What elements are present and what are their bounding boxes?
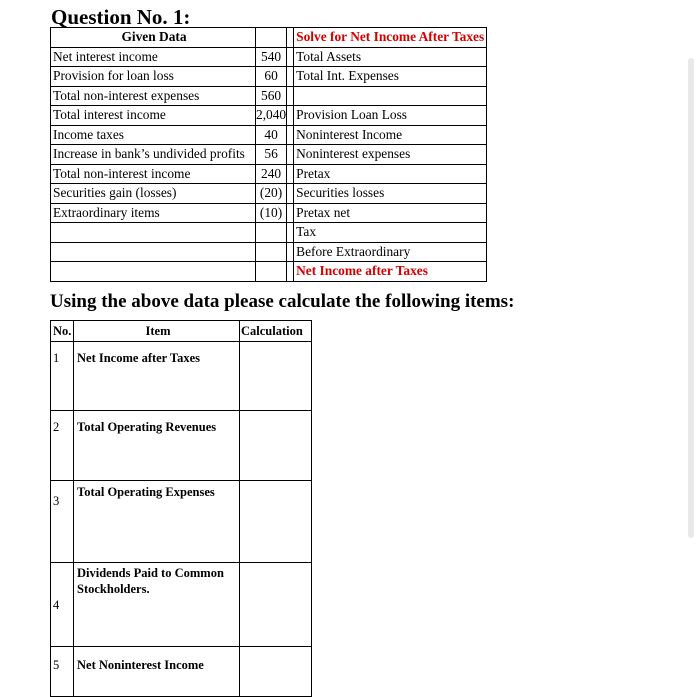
given-value: 56 bbox=[256, 145, 287, 165]
calc-row-number: 1 bbox=[51, 342, 74, 411]
given-label: Total interest income bbox=[51, 106, 256, 126]
calc-row-answer[interactable] bbox=[240, 563, 312, 647]
given-value: 40 bbox=[256, 125, 287, 145]
given-label: Net interest income bbox=[51, 47, 256, 67]
solve-item: Before Extraordinary bbox=[294, 242, 487, 262]
solve-item: Securities losses bbox=[294, 184, 487, 204]
given-value: 2,040 bbox=[256, 106, 287, 126]
given-value: 240 bbox=[256, 164, 287, 184]
given-row bbox=[51, 125, 487, 145]
calc-row-item: Total Operating Revenues bbox=[74, 411, 240, 481]
given-label: Increase in bank’s undivided profits bbox=[51, 145, 256, 165]
calc-row-answer[interactable] bbox=[240, 481, 312, 563]
vertical-scrollbar[interactable] bbox=[688, 58, 694, 538]
calc-row-number: 5 bbox=[51, 647, 74, 697]
given-label: Total non-interest income bbox=[51, 164, 256, 184]
solve-item bbox=[294, 86, 487, 106]
given-value bbox=[256, 242, 287, 262]
calc-row-answer[interactable] bbox=[240, 342, 312, 411]
solve-item: Noninterest Income bbox=[294, 125, 487, 145]
given-row bbox=[51, 223, 487, 243]
given-label: Provision for loan loss bbox=[51, 67, 256, 87]
given-row bbox=[51, 262, 487, 282]
calc-row-number: 4 bbox=[51, 563, 74, 647]
calc-row-item: Net Income after Taxes bbox=[74, 342, 240, 411]
given-value-header bbox=[256, 28, 287, 48]
calc-row-answer[interactable] bbox=[240, 647, 312, 697]
given-data-table bbox=[50, 27, 487, 282]
given-value: 560 bbox=[256, 86, 287, 106]
given-value: 60 bbox=[256, 67, 287, 87]
given-label: Income taxes bbox=[51, 125, 256, 145]
solve-item: Pretax net bbox=[294, 203, 487, 223]
calc-row-item: Total Operating Expenses bbox=[74, 481, 240, 563]
calc-row-item: Dividends Paid to Common Stockholders. bbox=[74, 563, 240, 647]
calc-row bbox=[51, 563, 312, 647]
given-label bbox=[51, 262, 256, 282]
calc-row-answer[interactable] bbox=[240, 411, 312, 481]
calc-row-item: Net Noninterest Income bbox=[74, 647, 240, 697]
given-row bbox=[51, 86, 487, 106]
calc-row bbox=[51, 411, 312, 481]
calculation-table bbox=[50, 320, 312, 697]
question-title: Question No. 1: bbox=[51, 5, 191, 29]
given-row bbox=[51, 145, 487, 165]
solve-net-income: Net Income after Taxes bbox=[294, 262, 487, 282]
solve-header: Solve for Net Income After Taxes bbox=[294, 28, 487, 48]
given-label: Securities gain (losses) bbox=[51, 184, 256, 204]
given-value bbox=[256, 262, 287, 282]
calc-row bbox=[51, 647, 312, 697]
given-label bbox=[51, 223, 256, 243]
calc-header-row bbox=[51, 321, 312, 342]
solve-item: Total Int. Expenses bbox=[294, 67, 487, 87]
header-calculation: Calculation bbox=[240, 321, 312, 342]
solve-item: Tax bbox=[294, 223, 487, 243]
given-label: Total non-interest expenses bbox=[51, 86, 256, 106]
solve-item: Total Assets bbox=[294, 47, 487, 67]
solve-item: Pretax bbox=[294, 164, 487, 184]
solve-item: Provision Loan Loss bbox=[294, 106, 487, 126]
calc-row-number: 3 bbox=[51, 481, 74, 563]
header-item: Item bbox=[74, 321, 240, 342]
given-value: (20) bbox=[256, 184, 287, 204]
given-label: Extraordinary items bbox=[51, 203, 256, 223]
calc-row bbox=[51, 342, 312, 411]
given-row bbox=[51, 164, 487, 184]
calc-row bbox=[51, 481, 312, 563]
given-row bbox=[51, 47, 487, 67]
header-no: No. bbox=[51, 321, 74, 342]
given-value: (10) bbox=[256, 203, 287, 223]
given-label bbox=[51, 242, 256, 262]
given-row bbox=[51, 184, 487, 204]
given-row bbox=[51, 242, 487, 262]
given-row bbox=[51, 67, 487, 87]
given-row bbox=[51, 106, 487, 126]
given-value: 540 bbox=[256, 47, 287, 67]
given-table-header-row bbox=[51, 28, 487, 48]
instructions-heading: Using the above data please calculate the following items: bbox=[50, 291, 515, 312]
given-value bbox=[256, 223, 287, 243]
solve-item: Noninterest expenses bbox=[294, 145, 487, 165]
given-row bbox=[51, 203, 487, 223]
given-data-header: Given Data bbox=[51, 28, 256, 48]
calc-row-number: 2 bbox=[51, 411, 74, 481]
